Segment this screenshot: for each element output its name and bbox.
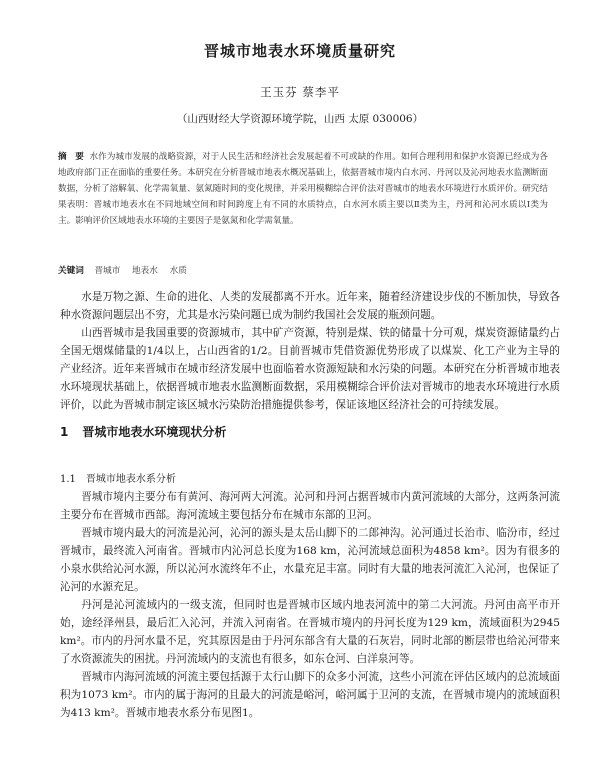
paragraph: 晋城市境内最大的河流是沁河，沁河的源头是太岳山脚下的二郎神沟。沁河通过长治市、临汾市，经过晋城市，最终流入河南省。晋城市内沁河总长度为168 km，沁河流域总面积为4858 km²。因为有很多的小泉水供给沁河水源，所以沁河水流终年不止，水量充足丰富。同时有大量的地表河流汇入沁河，也保证了沁河的水源充足。 <box>60 527 560 593</box>
section-heading <box>60 423 226 440</box>
keyword: 晋城市 <box>94 266 121 276</box>
paragraph: 晋城市境内主要分布有黄河、海河两大河流。沁河和丹河占据晋城市内黄河流域的大部分，这两条河流主要分布在晋城市西部。海河流域主要包括分布在城市东部的卫河。 <box>60 491 560 521</box>
subsection-heading <box>60 470 176 485</box>
paper-title: 晋城市地表水环境质量研究 <box>203 42 396 60</box>
abstract <box>58 149 548 229</box>
paragraph: 水是万物之源、生命的进化、人类的发展都离不开水。近年来，随着经济建设步伐的不断加快，导致各种水资源问题层出不穷，尤其是水污染问题已成为制约我国社会发展的瓶颈问题。 <box>60 291 560 321</box>
abstract-label: 摘 要 <box>58 152 84 162</box>
paragraph: 山西晋城市是我国重要的资源城市，其中矿产资源，特别是煤、铁的储量十分可观，煤炭资源储量约占全国无烟煤储量的1/4以上，占山西省的1/2。目前晋城市凭借资源优势形成了以煤炭、化工产业为主导的产业经济。近年来晋城市在城市经济发展中也面临着水资源短缺和水污染的问题。本研究在分析晋城市地表水环境现状基础上，依据晋城市地表水监测断面数据，采用模糊综合评价法对晋城市的地表水环境进行水质评价，以此为晋城市制定该区城水污染防治措施提供参考，保证该地区经济社会的可持续发展。 <box>60 327 560 411</box>
section-title: 晋城市地表水环境现状分析 <box>82 425 227 439</box>
affiliation: （山西财经大学资源环境学院，山西 太原 030006） <box>176 113 424 125</box>
paragraph: 晋城市内海河流域的河流主要包括源于太行山脚下的众多小河流，这些小河流在评估区域内的总流域面积为1073 km²。市内的属于海河的且最大的河流是峪河，峪河属于卫河的支流，在晋城市境内的流域面积为413 km²。晋城市地表水系分布见图1。 <box>60 671 560 719</box>
authors: 王玉芬 蔡李平 <box>260 85 340 99</box>
subsection-number: 1.1 <box>60 474 76 485</box>
keyword: 水质 <box>169 266 187 276</box>
keywords-label: 关键词 <box>58 266 84 276</box>
keyword: 地表水 <box>132 266 158 276</box>
section-number: 1 <box>60 425 69 439</box>
abstract-text: 水作为城市发展的战略资源，对于人民生活和经济社会发展起着不可或缺的作用。如何合理利用和保护水资源已经成为各地政府部门正在面临的重要任务。本研究在分析晋城市地表水概况基础上，依据晋城市境内白水河、丹河以及沁河地表水监测断面数据，分析了溶解氧、化学需氧量、氨氮随时间的变化规律，并采用模糊综合评价法对晋城市的地表水环境进行水质评价。研究结果表明：晋城市地表水在不同地域空间和时间跨度上有不同的水质特点，白水河水质主要以Ⅱ类为主，丹河和沁河水质以Ⅰ类为主。影响评价区域地表水环境的主要因子是氨氮和化学需氧量。 <box>58 152 548 226</box>
keywords <box>58 264 548 276</box>
subsection-title: 晋城市地表水系分析 <box>85 474 176 485</box>
paragraph: 丹河是沁河流域内的一级支流，但同时也是晋城市区域内地表河流中的第二大河流。丹河由高平市开始，途经泽州县，最后汇入沁河，并流入河南省。在晋城市境内的丹河长度为129 km，流域面积为2945 km²。市内的丹河水量不足，究其原因是由于丹河东部含有大量的石灰岩，同时北部的断层带也给沁河带来了水资源流失的困扰。丹河流域内的支流也有很多，如东仓河、白洋泉河等。 <box>60 599 560 665</box>
introduction <box>60 288 560 414</box>
section-body <box>60 488 560 722</box>
